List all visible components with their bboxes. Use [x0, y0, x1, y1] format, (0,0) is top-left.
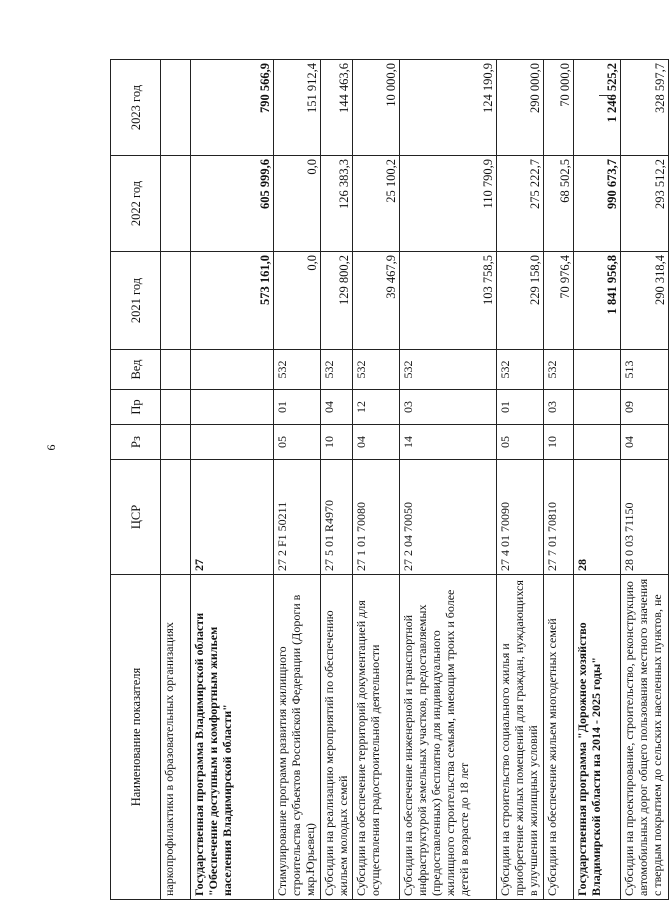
- cell-y2021: 103 758,5: [400, 252, 497, 350]
- cell-csr: 28 0 03 71150: [621, 460, 669, 575]
- cell-y2022: 25 100,2: [353, 156, 400, 252]
- cell-csr: 27 2 F1 50211: [274, 460, 321, 575]
- cell-y2022: 126 383,3: [321, 156, 353, 252]
- cell-y2021: 290 318,4: [621, 252, 669, 350]
- cell-rz: 04: [353, 425, 400, 460]
- header-2022: 2022 год: [111, 156, 161, 252]
- page-number: 9: [44, 444, 59, 451]
- cell-y2023: [161, 60, 191, 156]
- cell-pr: [161, 390, 191, 425]
- cell-csr: 28: [574, 460, 621, 575]
- cell-y2022: 990 673,7: [574, 156, 621, 252]
- cell-csr: [161, 460, 191, 575]
- cell-pr: 03: [400, 390, 497, 425]
- header-rz: Рз: [111, 425, 161, 460]
- cell-pr: [574, 390, 621, 425]
- rotated-table-wrapper: [110, 60, 667, 900]
- cell-y2021: 1 841 956,8: [574, 252, 621, 350]
- table-row: [544, 60, 574, 900]
- table-row: [574, 60, 621, 900]
- cell-y2023: 790 566,9: [191, 60, 274, 156]
- cell-pr: [191, 390, 274, 425]
- cell-rz: [161, 425, 191, 460]
- cell-ved: 532: [544, 350, 574, 390]
- cell-y2021: 39 467,9: [353, 252, 400, 350]
- cell-pr: 04: [321, 390, 353, 425]
- cell-y2023: 144 463,6: [321, 60, 353, 156]
- cell-y2022: 68 502,5: [544, 156, 574, 252]
- cell-ved: 532: [353, 350, 400, 390]
- cell-name: Субсидии на обеспечение территорий документацией для осуществления градостроительной деятельности: [353, 575, 400, 900]
- table-row: [497, 60, 544, 900]
- cell-y2023: 151 912,4: [274, 60, 321, 156]
- table-body: [161, 60, 669, 900]
- cell-csr: 27 5 01 R4970: [321, 460, 353, 575]
- cell-rz: 10: [321, 425, 353, 460]
- cell-name: Субсидии на проектирование, строительство, реконструкцию автомобильных дорог общего пользования местного значения с твердым покрытием до сельских населенных пунктов, не: [621, 575, 669, 900]
- table-row: [321, 60, 353, 900]
- header-2023: 2023 год: [111, 60, 161, 156]
- header-pr: Пр: [111, 390, 161, 425]
- cell-pr: 03: [544, 390, 574, 425]
- cell-ved: [191, 350, 274, 390]
- header-2021: 2021 год: [111, 252, 161, 350]
- header-name: Наименование показателя: [111, 575, 161, 900]
- cell-y2022: 293 512,2: [621, 156, 669, 252]
- table-row: [191, 60, 274, 900]
- cell-name: Субсидии на обеспечение инженерной и транспортной инфраструктурой земельных участков, предоставляемых (предоставленных) бесплатно для индивидуального жилищного строительства семьям, имеющим троих и более детей в возрасте до 18 лет: [400, 575, 497, 900]
- cell-y2023: 1 246 525,2: [574, 60, 621, 156]
- budget-table: [110, 59, 669, 900]
- cell-y2021: [161, 252, 191, 350]
- cell-csr: 27: [191, 460, 274, 575]
- cell-rz: [191, 425, 274, 460]
- cell-y2021: 129 800,2: [321, 252, 353, 350]
- cell-y2023: 328 597,7: [621, 60, 669, 156]
- table-row: [161, 60, 191, 900]
- table-row: [400, 60, 497, 900]
- cell-name: Государственная программа Владимирской области "Обеспечение доступным и комфортным жильем населения Владимирской области": [191, 575, 274, 900]
- cell-ved: 532: [400, 350, 497, 390]
- cell-rz: 05: [274, 425, 321, 460]
- cell-y2022: 0,0: [274, 156, 321, 252]
- cell-y2021: 0,0: [274, 252, 321, 350]
- cell-pr: 01: [274, 390, 321, 425]
- cell-name: наркопрофилактики в образовательных организациях: [161, 575, 191, 900]
- cell-rz: 10: [544, 425, 574, 460]
- cell-rz: 14: [400, 425, 497, 460]
- table-row: [353, 60, 400, 900]
- cell-y2021: 70 976,4: [544, 252, 574, 350]
- cell-name: Субсидии на обеспечение жильем многодетных семей: [544, 575, 574, 900]
- cell-rz: 04: [621, 425, 669, 460]
- table-row: [274, 60, 321, 900]
- header-row: [111, 60, 161, 900]
- cell-y2022: 605 999,6: [191, 156, 274, 252]
- cell-y2021: 229 158,0: [497, 252, 544, 350]
- cell-ved: 532: [321, 350, 353, 390]
- cell-ved: [161, 350, 191, 390]
- cell-name: Государственная программа "Дорожное хозяйство Владимирской области на 2014 - 2025 годы": [574, 575, 621, 900]
- table-row: [621, 60, 669, 900]
- cell-csr: 27 2 04 70050: [400, 460, 497, 575]
- cell-pr: 12: [353, 390, 400, 425]
- cell-rz: 05: [497, 425, 544, 460]
- header-csr: ЦСР: [111, 460, 161, 575]
- cell-ved: 513: [621, 350, 669, 390]
- cell-ved: 532: [274, 350, 321, 390]
- cell-rz: [574, 425, 621, 460]
- cell-csr: 27 4 01 70090: [497, 460, 544, 575]
- cell-y2023: 124 190,9: [400, 60, 497, 156]
- cell-y2023: 10 000,0: [353, 60, 400, 156]
- cell-pr: 01: [497, 390, 544, 425]
- cell-pr: 09: [621, 390, 669, 425]
- cell-y2022: [161, 156, 191, 252]
- cell-y2022: 275 222,7: [497, 156, 544, 252]
- cell-csr: 27 7 01 70810: [544, 460, 574, 575]
- cell-y2023: 70 000,0: [544, 60, 574, 156]
- cell-y2021: 573 161,0: [191, 252, 274, 350]
- cell-ved: 532: [497, 350, 544, 390]
- cell-name: Субсидии на строительство социального жилья и приобретение жилых помещений для граждан, нуждающихся в улучшении жилищных условий: [497, 575, 544, 900]
- cell-csr: 27 1 01 70080: [353, 460, 400, 575]
- cell-name: Субсидии на реализацию мероприятий по обеспечению жильем молодых семей: [321, 575, 353, 900]
- header-ved: Вед: [111, 350, 161, 390]
- cell-y2023: 290 000,0: [497, 60, 544, 156]
- cell-name: Стимулирование программ развития жилищного строительства субъектов Российской Федерации (Дороги в мкр.Юрьевец): [274, 575, 321, 900]
- cell-y2022: 110 790,9: [400, 156, 497, 252]
- cell-ved: [574, 350, 621, 390]
